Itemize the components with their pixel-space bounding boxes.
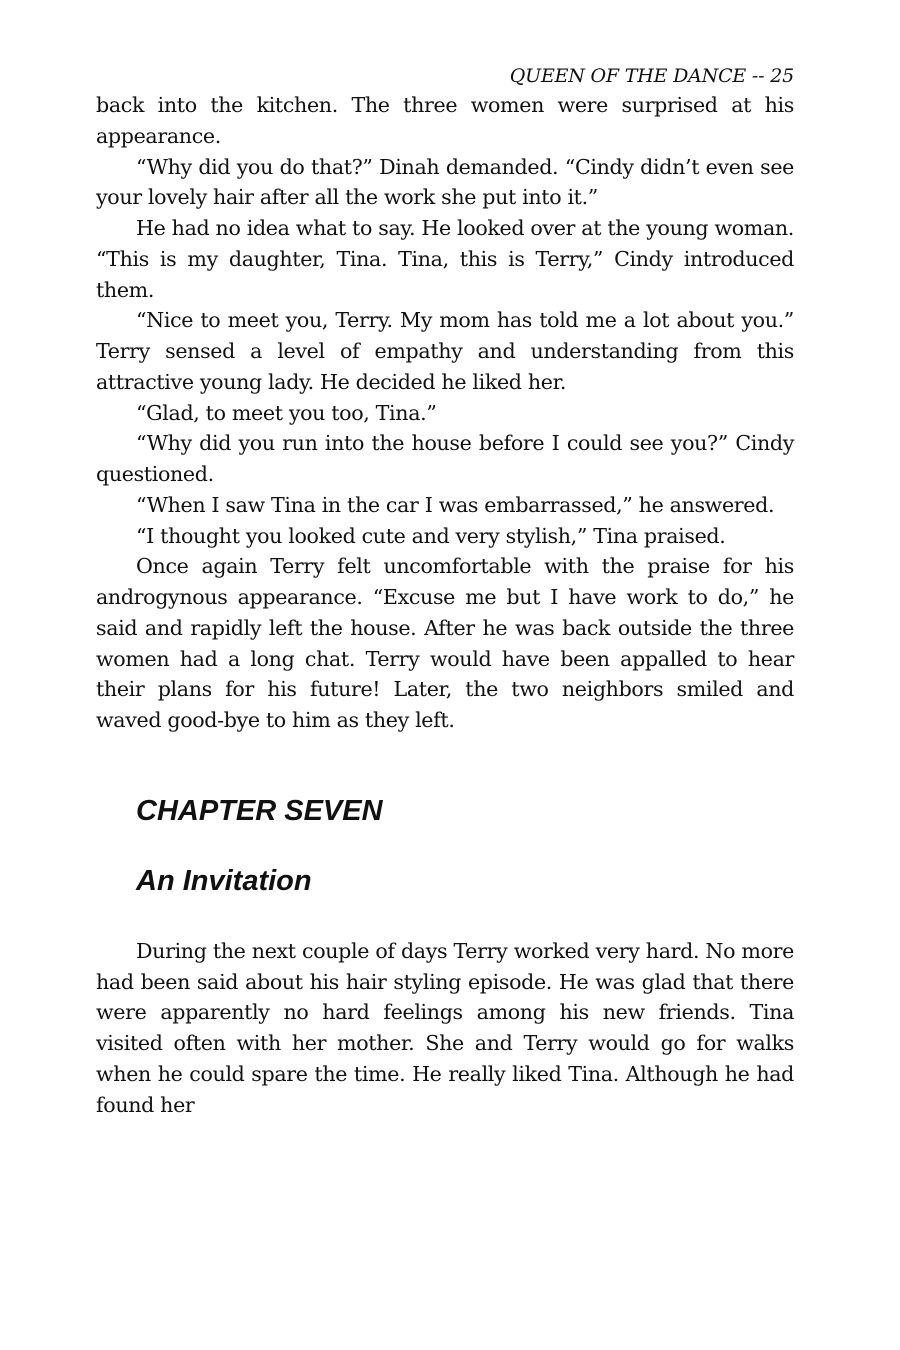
chapter-title: CHAPTER SEVEN	[136, 794, 383, 827]
paragraph: During the next couple of days Terry worked very hard. No more had been said about his hair styling episode. He was glad that there were apparently no hard feelings among his new friends. Tina visited often with her mother. She and Terry would go for walks when he could spare the time. He really liked Tina. Although he had found her	[96, 938, 794, 1117]
paragraph-continuation: back into the kitchen. The three women were surprised at his appearance.	[96, 93, 794, 148]
paragraph: “Glad, to meet you too, Tina.”	[136, 400, 437, 425]
paragraph: Once again Terry felt uncomfortable with the praise for his androgynous appearance. “Excuse me but I have work to do,” he said and rapidly left the house. After he was back outside the three women had a long chat. Terry would have been appalled to hear their plans for his future! Later, the two neighbors smiled and waved good-bye to him as they left.	[96, 554, 794, 732]
chapter-subtitle: An Invitation	[136, 864, 312, 897]
book-page	[96, 62, 794, 1120]
paragraph: “When I saw Tina in the car I was embarrassed,” he answered.	[136, 492, 775, 517]
paragraph: “Nice to meet you, Terry. My mom has told me a lot about you.” Terry sensed a level of empathy and understanding from this attractive young lady. He decided he liked her.	[96, 308, 794, 394]
paragraph: “Why did you do that?” Dinah demanded. “Cindy didn’t even see your lovely hair after all the work she put into it.”	[96, 154, 794, 210]
text-block-after-chapter	[96, 936, 794, 1121]
paragraph: “Why did you run into the house before I could see you?” Cindy questioned.	[96, 431, 794, 486]
paragraph: “I thought you looked cute and very stylish,” Tina praised.	[136, 523, 726, 548]
text-block-before-chapter	[96, 90, 794, 736]
paragraph: He had no idea what to say. He looked over at the young woman. “This is my daughter, Tina. Tina, this is Terry,” Cindy introduced them.	[96, 216, 794, 302]
running-header: QUEEN OF THE DANCE -- 25	[509, 65, 794, 87]
